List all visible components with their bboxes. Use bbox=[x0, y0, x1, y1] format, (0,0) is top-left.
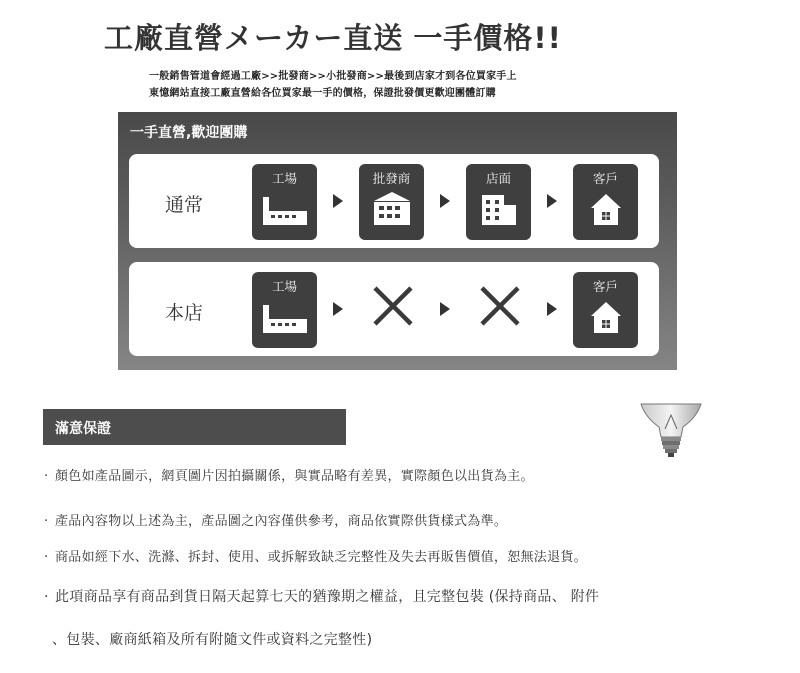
note-text: 商品如經下水、洗滌、拆封、使用、或拆解致缺乏完整性及失去再販售價值，恕無法退貨。 bbox=[55, 550, 588, 565]
store-flow-label: 本店 bbox=[165, 302, 204, 324]
step-storefront bbox=[466, 164, 531, 240]
step-wholesaler-label: 批發商 bbox=[372, 171, 411, 186]
flow-panel-title: 一手直營,歡迎團購 bbox=[130, 125, 248, 141]
building-icon bbox=[369, 191, 415, 227]
guarantee-note-continued bbox=[52, 629, 372, 649]
flow-arrow bbox=[333, 302, 343, 316]
flow-arrow bbox=[547, 194, 557, 208]
subtitle-line-2: 東憶網站直接工廠直營給各位買家最一手的價格，保證批發價更歡迎團體訂購 bbox=[149, 88, 496, 99]
normal-flow-label: 通常 bbox=[165, 194, 204, 216]
guarantee-section-header bbox=[43, 409, 346, 445]
guarantee-note bbox=[44, 546, 587, 565]
headline-part2: 一手價格!! bbox=[413, 21, 562, 55]
subtitle-line-1: 一般銷售管道會經過工廠>>批發商>>小批發商>>最後到店家才到各位買家手上 bbox=[149, 71, 517, 82]
flow-arrow bbox=[547, 302, 557, 316]
step-factory bbox=[252, 164, 317, 240]
bullet: · bbox=[44, 589, 49, 605]
note-text: 產品內容物以上述為主，產品圖之內容僅供參考，商品依實際供貨樣式為準。 bbox=[55, 514, 508, 529]
flow-panel bbox=[118, 112, 677, 370]
page-headline bbox=[104, 16, 562, 57]
x-mark-icon bbox=[478, 284, 522, 328]
step-customer-label: 客戶 bbox=[592, 171, 618, 186]
factory-icon bbox=[262, 191, 308, 227]
step-storefront-label: 店面 bbox=[485, 171, 511, 186]
flow-arrow bbox=[333, 194, 343, 208]
step-customer bbox=[573, 272, 638, 348]
step-customer-label: 客戶 bbox=[592, 279, 618, 294]
note-text: 此項商品享有商品到貨日隔天起算七天的猶豫期之權益，且完整包裝 (保持商品、 附件 bbox=[55, 589, 600, 605]
guarantee-title: 滿意保證 bbox=[55, 421, 111, 437]
store-flow-row bbox=[129, 262, 659, 356]
step-wholesaler bbox=[359, 164, 424, 240]
flow-arrow bbox=[440, 302, 450, 316]
flow-arrow bbox=[440, 194, 450, 208]
headline-part1: 工廠直營メーカー直送 bbox=[104, 21, 404, 55]
step-factory-label: 工場 bbox=[271, 279, 297, 294]
guarantee-note bbox=[44, 465, 534, 484]
bullet: · bbox=[44, 469, 49, 484]
bullet: · bbox=[44, 514, 49, 529]
guarantee-note bbox=[44, 510, 507, 529]
step-factory bbox=[252, 272, 317, 348]
step-factory-label: 工場 bbox=[271, 171, 297, 186]
bullet: · bbox=[44, 550, 49, 565]
normal-flow-row bbox=[129, 154, 659, 248]
factory-icon bbox=[262, 299, 308, 335]
step-customer bbox=[573, 164, 638, 240]
x-mark-icon bbox=[371, 284, 415, 328]
office-icon bbox=[476, 191, 522, 227]
guarantee-note bbox=[44, 586, 599, 606]
house-icon bbox=[583, 191, 629, 227]
light-bulb-icon bbox=[637, 403, 705, 459]
house-icon bbox=[583, 299, 629, 335]
note-text: 、包裝、廠商紙箱及所有附隨文件或資料之完整性) bbox=[52, 632, 373, 648]
note-text: 顏色如產品圖示，網頁圖片因拍攝關係，與實品略有差異，實際顏色以出貨為主。 bbox=[55, 469, 534, 484]
